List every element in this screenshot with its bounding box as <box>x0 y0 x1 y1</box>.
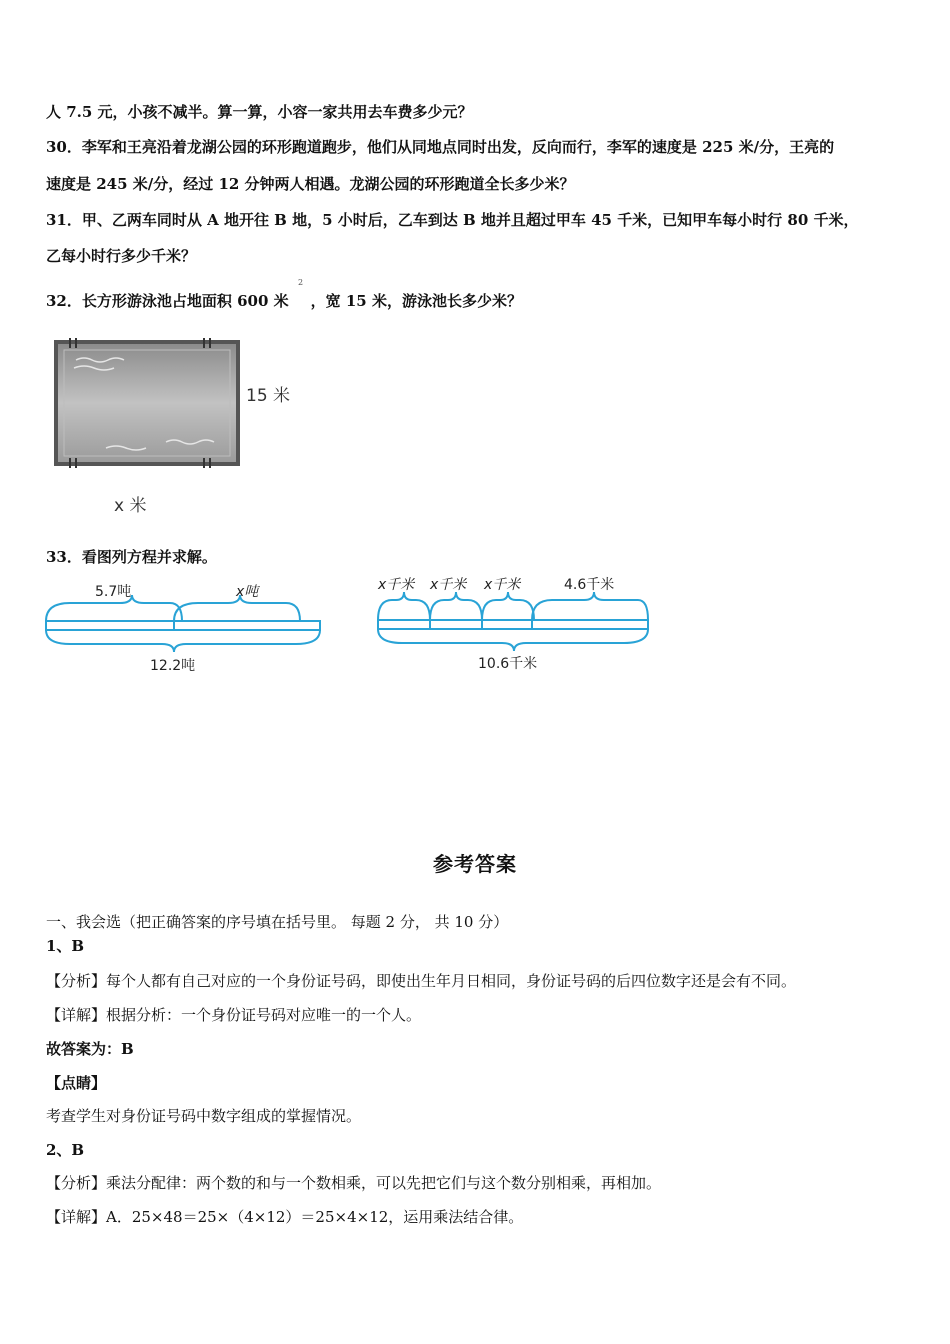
pool-rectangle <box>56 342 238 464</box>
q33-d2-brace-1 <box>378 592 430 620</box>
answer-1-comment-tag: 【点睛】 <box>46 1074 107 1092</box>
q33-d2-seg4-label: 4.6千米 <box>564 577 615 593</box>
answers-title: 参考答案 <box>433 852 517 876</box>
q30-line-2: 速度是 245 米/分，经过 12 分钟两人相遇。龙湖公园的环形跑道全长多少米？ <box>46 175 575 193</box>
answer-2-detail: 【详解】A．25×48＝25×（4×12）＝25×4×12，运用乘法结合律。 <box>46 1208 524 1226</box>
q33-diagram-1 <box>40 578 330 678</box>
answer-2: 2、B <box>46 1141 85 1159</box>
q33-d1-total-label: 12.2吨 <box>150 658 196 674</box>
answer-1-comment: 考查学生对身份证号码中数字组成的掌握情况。 <box>46 1107 362 1125</box>
q33-d2-seg2-label: x千米 <box>430 577 467 593</box>
answers-section-heading: 一、我会选（把正确答案的序号填在括号里。 每题 2 分， 共 10 分） <box>46 913 509 931</box>
answer-1-detail: 【详解】根据分析：一个身份证号码对应唯一的一个人。 <box>46 1006 422 1024</box>
pool-figure <box>46 330 306 520</box>
q33-d1-seg2-label: x吨 <box>236 584 259 600</box>
q31-line-1: 31．甲、乙两车同时从 A 地开往 B 地，5 小时后，乙车到达 B 地并且超过甲车 45 千米，已知甲车每小时行 80 千米， <box>46 211 859 229</box>
q33-diagram-2 <box>372 572 662 678</box>
answer-1-result: 故答案为：B <box>46 1040 134 1058</box>
q29-continued: 人 7.5 元，小孩不减半。算一算，小容一家共用去车费多少元？ <box>46 103 473 121</box>
q33-d1-total-brace <box>46 630 320 652</box>
q32-text <box>46 290 904 312</box>
q33-d2-seg1-label: x千米 <box>378 577 415 593</box>
q32-text-part2: ，宽 15 米，游泳池长多少米？ <box>310 292 522 310</box>
answer-1: 1、B <box>46 937 85 955</box>
answer-1-analysis: 【分析】每个人都有自己对应的一个身份证号码，即使出生年月日相同，身份证号码的后四位数字还是会有不同。 <box>46 972 797 990</box>
q33-text: 33．看图列方程并求解。 <box>46 548 217 566</box>
q33-d2-seg3-label: x千米 <box>484 577 521 593</box>
q33-d2-brace-4 <box>532 592 648 620</box>
q32-unit-superscript: 2 <box>298 278 304 287</box>
q33-d2-bar <box>378 620 648 629</box>
q32-text-part1: 32．长方形游泳池占地面积 600 米 <box>46 292 289 310</box>
q30-line-1: 30．李军和王亮沿着龙湖公园的环形跑道跑步，他们从同地点同时出发，反向而行，李军的速度是 225 米/分，王亮的 <box>46 138 835 156</box>
pool-width-label: 15 米 <box>246 386 291 406</box>
q31-line-2: 乙每小时行多少千米？ <box>46 247 197 265</box>
answer-2-analysis: 【分析】乘法分配律：两个数的和与一个数相乘，可以先把它们与这个数分别相乘，再相加。 <box>46 1174 662 1192</box>
q33-d1-seg1-label: 5.7吨 <box>95 584 132 600</box>
q33-d2-total-label: 10.6千米 <box>478 656 538 672</box>
q33-d2-brace-2 <box>430 592 482 620</box>
pool-length-label: x 米 <box>114 496 147 516</box>
q33-d2-total-brace <box>378 629 648 651</box>
q33-d1-bar <box>46 621 320 630</box>
q33-d2-brace-3 <box>482 592 534 620</box>
